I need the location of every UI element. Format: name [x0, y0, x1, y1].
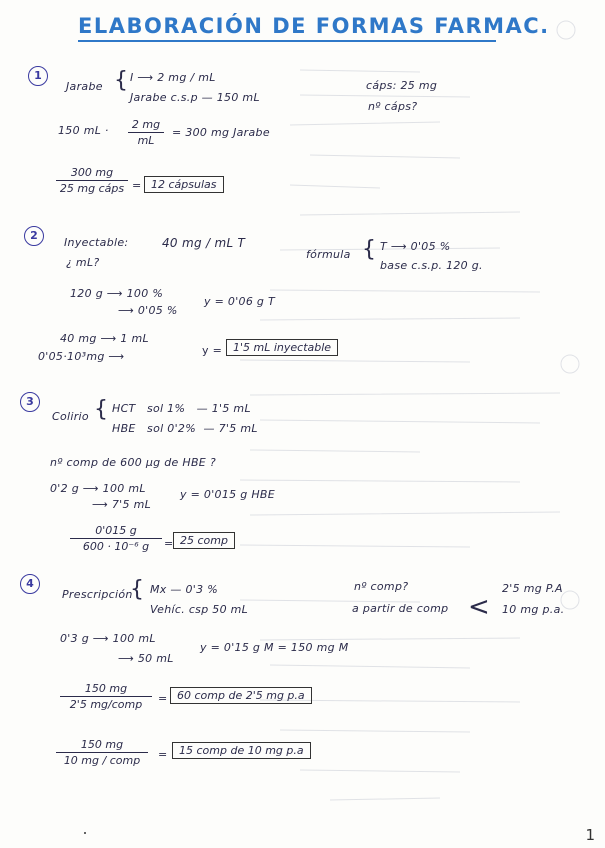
fraction-denominator: 25 mg cáps	[59, 182, 125, 195]
ex4-fraction-1	[60, 682, 152, 711]
exercise-2-number: 2	[24, 226, 44, 246]
ex3-question: nº comp de 600 µg de HBE ?	[50, 456, 216, 469]
equals-sign: =	[158, 692, 168, 705]
ex3-p3: y = 0'015 g HBE	[180, 488, 275, 501]
ex4-label: Prescripción	[62, 588, 133, 601]
ex3-l1: HCT sol 1% — 1'5 mL	[112, 402, 251, 415]
fraction-bar	[128, 132, 164, 133]
ex1-result-box: 12 cápsulas	[144, 176, 224, 193]
ex2-brace: {	[362, 237, 376, 262]
ex4-l1: Mx — 0'3 %	[150, 583, 218, 596]
ex1-caps: cáps: 25 mg	[366, 79, 438, 92]
ex2-q2: 0'05·10³mg ⟶	[38, 350, 125, 363]
ex2-y-equals: y =	[202, 344, 223, 357]
page-number: 1	[585, 826, 595, 844]
ex3-label: Colirio	[52, 410, 89, 423]
ex3-p1: 0'2 g ⟶ 100 mL	[50, 482, 146, 495]
ex1-ncaps: nº cáps?	[368, 100, 418, 113]
fraction-denominator: mL	[137, 134, 155, 147]
exercise-1-number: 1	[28, 66, 48, 86]
ex3-p2: ⟶ 7'5 mL	[92, 498, 152, 511]
ex2-f1: T ⟶ 0'05 %	[380, 240, 451, 253]
fraction-bar	[56, 180, 128, 181]
ex2-dose: 40 mg / mL T	[162, 236, 246, 250]
ex1-label: Jarabe	[66, 80, 103, 93]
exercise-3-number: 3	[20, 392, 40, 412]
ex3-brace: {	[94, 397, 108, 422]
ex2-p1: 120 g ⟶ 100 %	[70, 287, 164, 300]
equals-sign: =	[132, 179, 142, 192]
ex2-p2: ⟶ 0'05 %	[118, 304, 178, 317]
exercise-4-number: 4	[20, 574, 40, 594]
ex1-calc-right: = 300 mg Jarabe	[172, 126, 270, 139]
ex2-p3: y = 0'06 g T	[204, 295, 276, 308]
ex2-question: ¿ mL?	[66, 256, 100, 269]
fraction-bar	[56, 752, 148, 753]
ex3-l2: HBE sol 0'2% — 7'5 mL	[112, 422, 258, 435]
fraction-numerator: 300 mg	[70, 166, 114, 179]
ink-dot	[84, 832, 86, 834]
ex2-f2: base c.s.p. 120 g.	[380, 259, 483, 272]
ex3-fraction	[70, 524, 162, 553]
ex2-result-box: 1'5 mL inyectable	[226, 339, 338, 356]
ex1-calc-fraction	[128, 118, 164, 147]
ex4-p2: ⟶ 50 mL	[118, 652, 174, 665]
fraction-numerator: 150 mg	[80, 738, 124, 751]
ex4-p3: y = 0'15 g M = 150 mg M	[200, 641, 349, 654]
ex4-brace: {	[130, 577, 144, 602]
fraction-numerator: 0'015 g	[95, 524, 137, 537]
ex4-q2: a partir de comp	[352, 602, 449, 615]
ex4-result-box-1: 60 comp de 2'5 mg p.a	[170, 687, 312, 704]
ex2-formula-label: fórmula	[306, 248, 351, 261]
ex1-calc-left: 150 mL ·	[58, 124, 109, 137]
fraction-denominator: 10 mg / comp	[63, 754, 141, 767]
fraction-denominator: 600 · 10⁻⁶ g	[82, 540, 150, 553]
fraction-numerator: 2 mg	[131, 118, 161, 131]
ex4-result-box-2: 15 comp de 10 mg p.a	[172, 742, 311, 759]
ex1-line1: I ⟶ 2 mg / mL	[130, 71, 216, 84]
ex4-o1: 2'5 mg P.A	[502, 582, 563, 595]
title-underline	[78, 40, 496, 42]
ex4-o2: 10 mg p.a.	[502, 603, 565, 616]
ex1-result-fraction	[56, 166, 128, 195]
fraction-bar	[60, 696, 152, 697]
ex1-brace: {	[114, 68, 128, 93]
ex1-line2: Jarabe c.s.p — 150 mL	[130, 91, 260, 104]
ex4-fraction-2	[56, 738, 148, 767]
ex2-label: Inyectable:	[64, 236, 129, 249]
ex4-branch-bracket: <	[468, 592, 491, 622]
fraction-denominator: 2'5 mg/comp	[69, 698, 143, 711]
ex3-result-box: 25 comp	[173, 532, 235, 549]
equals-sign: =	[164, 537, 174, 550]
fraction-bar	[70, 538, 162, 539]
ex2-q1: 40 mg ⟶ 1 mL	[60, 332, 149, 345]
ex4-q1: nº comp?	[354, 580, 409, 593]
equals-sign: =	[158, 748, 168, 761]
page-title: ELABORACIÓN DE FORMAS FARMAC.	[78, 14, 550, 38]
ex4-l2: Vehíc. csp 50 mL	[150, 603, 249, 616]
ex4-p1: 0'3 g ⟶ 100 mL	[60, 632, 156, 645]
fraction-numerator: 150 mg	[84, 682, 128, 695]
